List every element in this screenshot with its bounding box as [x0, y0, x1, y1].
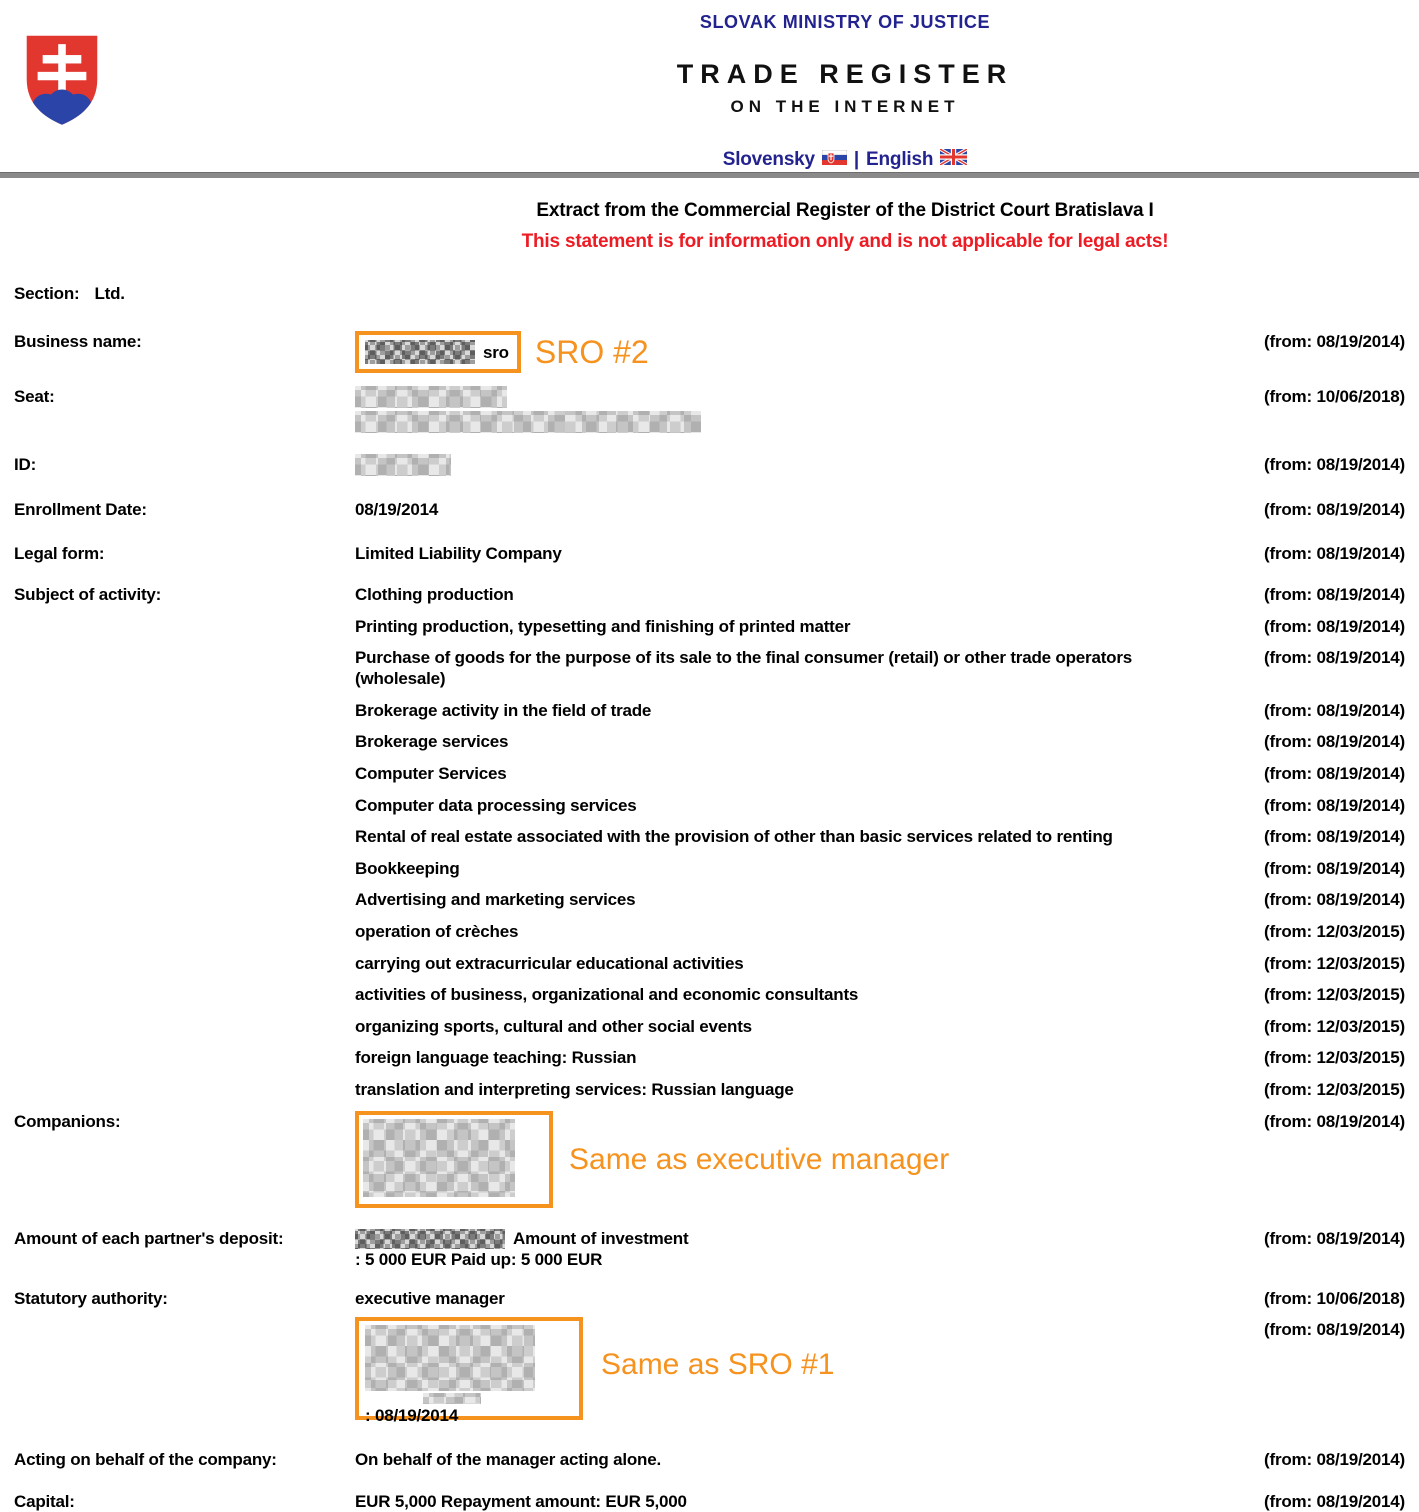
row-legal-form: Legal form: Limited Liability Company (from: 08/19/2014): [14, 544, 1405, 563]
row-date: (from: 08/19/2014): [1264, 544, 1405, 563]
row-enrollment-date: Enrollment Date: 08/19/2014 (from: 08/19/2014): [14, 500, 1405, 519]
activity-text: translation and interpreting services: Russian language: [355, 1079, 794, 1099]
row-partners-deposit: Amount of each partner's deposit: Amount of investment : 5 000 EUR Paid up: 5 000 EUR (from: 08/19/2014): [14, 1228, 1405, 1270]
row-date: (from: 08/19/2014): [1264, 732, 1405, 752]
activity-text: Brokerage activity in the field of trade: [355, 700, 652, 720]
acting-value: On behalf of the manager acting alone.: [355, 1450, 662, 1470]
activity-text: Computer data processing services: [355, 795, 637, 815]
page-title: TRADE REGISTER: [676, 59, 1014, 89]
section-value: Ltd.: [94, 284, 125, 303]
activity-text: Bookkeeping: [355, 858, 460, 878]
row-date: (from: 08/19/2014): [1264, 332, 1405, 351]
uk-flag-icon: [940, 149, 967, 171]
activity-text: foreign language teaching: Russian: [355, 1048, 637, 1068]
subject-of-activity-item: [14, 921, 1405, 942]
language-link-slovensky[interactable]: Slovensky: [722, 149, 815, 170]
row-date: (from: 08/19/2014): [1264, 890, 1405, 910]
redacted-business-name: [365, 340, 475, 364]
row-id: ID: (from: 08/19/2014): [14, 455, 1405, 474]
row-date: (from: 12/03/2015): [1264, 921, 1405, 941]
activity-text: Purchase of goods for the purpose of its sale to the final consumer (retail) or other trade operators (wholesale): [355, 648, 1133, 689]
subject-of-activity-item: [14, 731, 1405, 752]
row-date: (from: 08/19/2014): [1264, 1320, 1405, 1340]
row-date: (from: 08/19/2014): [1264, 1450, 1405, 1470]
row-seat: Seat: (from: 10/06/2018): [14, 386, 1405, 433]
row-date: (from: 12/03/2015): [1264, 1079, 1405, 1099]
row-date: (from: 10/06/2018): [1264, 1289, 1405, 1309]
extract-title: Extract from the Commercial Register of the District Court Bratislava I: [536, 200, 1154, 221]
slovak-coat-of-arms-icon: [20, 30, 104, 128]
statutory-authority-value: executive manager: [355, 1289, 505, 1309]
header-divider: [0, 172, 1419, 178]
deposit-line2: : 5 000 EUR Paid up: 5 000 EUR: [355, 1250, 603, 1270]
subject-of-activity-item: [14, 795, 1405, 816]
row-date: (from: 08/19/2014): [1264, 500, 1405, 519]
activity-text: activities of business, organizational and economic consultants: [355, 985, 859, 1005]
redacted-seat-line1: [355, 386, 507, 408]
row-business-name: Business name: sro SRO #2 (from: 08/19/2014): [14, 331, 1405, 373]
subject-of-activity-item: [14, 889, 1405, 910]
ministry-title: SLOVAK MINISTRY OF JUSTICE: [699, 12, 991, 32]
row-date: (from: 10/06/2018): [1264, 387, 1405, 406]
row-capital: Capital: EUR 5,000 Repayment amount: EUR 5,000 (from: 08/19/2014): [14, 1492, 1405, 1512]
subject-of-activity-item: [14, 763, 1405, 784]
row-companions: Companions: Same as executive manager (from: 08/19/2014): [14, 1111, 1405, 1208]
slovak-flag-icon: [822, 149, 847, 171]
activity-text: organizing sports, cultural and other social events: [355, 1016, 752, 1036]
site-header: [0, 0, 1419, 172]
row-date: (from: 08/19/2014): [1264, 827, 1405, 847]
language-link-english[interactable]: English: [866, 149, 934, 170]
row-statutory-authority: Statutory authority: executive manager : 08/19/2014 Same as SRO #1 (from: 10/06/2018) (from: 08/19/2014): [14, 1289, 1405, 1426]
activity-text: operation of crèches: [355, 921, 519, 941]
row-date: (from: 12/03/2015): [1264, 1016, 1405, 1036]
annotation-same-as-sro-1: Same as SRO #1: [601, 1348, 835, 1382]
row-date: (from: 12/03/2015): [1264, 1048, 1405, 1068]
annotation-box-companions: [355, 1111, 553, 1208]
subject-of-activity-item: [14, 1079, 1405, 1100]
row-date: (from: 08/19/2014): [1264, 1492, 1405, 1512]
row-date: (from: 08/19/2014): [1264, 1111, 1405, 1131]
row-date: (from: 08/19/2014): [1264, 795, 1405, 815]
activity-text: Printing production, typesetting and finishing of printed matter: [355, 616, 851, 636]
language-separator: |: [853, 149, 860, 170]
redacted-manager-from: [423, 1393, 481, 1404]
row-date: (from: 08/19/2014): [1264, 585, 1405, 604]
annotation-box-business-name: [355, 331, 521, 373]
subject-of-activity-item: [14, 1016, 1405, 1037]
row-date: (from: 08/19/2014): [1264, 455, 1405, 474]
section-label: Section: Ltd.: [14, 284, 125, 303]
page-subtitle: ON THE INTERNET: [730, 97, 960, 116]
annotation-box-statutory: [355, 1317, 583, 1426]
activity-text: Computer Services: [355, 763, 507, 783]
subject-of-activity-item: [14, 1047, 1405, 1068]
redacted-companion: [363, 1119, 515, 1197]
row-date: (from: 08/19/2014): [1264, 700, 1405, 720]
row-section: [14, 283, 1405, 304]
subject-of-activity-item: [14, 647, 1405, 689]
activity-text: Brokerage services: [355, 732, 509, 752]
subject-of-activity-item: [14, 700, 1405, 721]
subject-of-activity-item: Subject of activity: Clothing production (from: 08/19/2014): [14, 585, 1405, 604]
row-acting-on-behalf: Acting on behalf of the company: On behalf of the manager acting alone. (from: 08/19/2014): [14, 1450, 1405, 1470]
row-date: (from: 08/19/2014): [1264, 1228, 1405, 1248]
document-header: [271, 200, 1419, 253]
subject-of-activity-item: [14, 858, 1405, 879]
activity-text: carrying out extracurricular educational activities: [355, 953, 744, 973]
row-date: (from: 12/03/2015): [1264, 985, 1405, 1005]
subject-of-activity-item: [14, 826, 1405, 847]
annotation-sro-2: SRO #2: [534, 333, 649, 370]
manager-since-date: : 08/19/2014: [365, 1406, 459, 1426]
subject-of-activity-item: [14, 616, 1405, 637]
row-date: (from: 12/03/2015): [1264, 953, 1405, 973]
capital-value: EUR 5,000 Repayment amount: EUR 5,000: [355, 1492, 687, 1512]
redacted-seat-line2: [355, 411, 701, 433]
deposit-line1: Amount of investment: [513, 1228, 689, 1248]
row-date: (from: 08/19/2014): [1264, 616, 1405, 636]
activity-text: Clothing production: [355, 585, 514, 604]
extract-body: [0, 283, 1419, 1512]
legal-warning: This statement is for information only and is not applicable for legal acts!: [521, 231, 1169, 252]
legal-form-value: Limited Liability Company: [355, 544, 562, 563]
language-switcher: [271, 149, 1419, 171]
subject-of-activity-item: [14, 984, 1405, 1005]
row-date: (from: 08/19/2014): [1264, 858, 1405, 878]
row-date: (from: 08/19/2014): [1264, 763, 1405, 783]
activity-text: Rental of real estate associated with the provision of other than basic services related to renting: [355, 827, 1113, 847]
row-date: (from: 08/19/2014): [1264, 648, 1405, 668]
activity-text: Advertising and marketing services: [355, 890, 636, 910]
subject-of-activity-item: [14, 953, 1405, 974]
enrollment-date-value: 08/19/2014: [355, 500, 439, 519]
business-name-suffix: sro: [483, 342, 509, 362]
annotation-same-as-executive-manager: Same as executive manager: [569, 1142, 950, 1176]
redacted-manager: [365, 1325, 535, 1391]
header-text-block: [271, 0, 1419, 171]
redacted-id: [355, 454, 451, 476]
redacted-partner-name: [355, 1229, 505, 1249]
